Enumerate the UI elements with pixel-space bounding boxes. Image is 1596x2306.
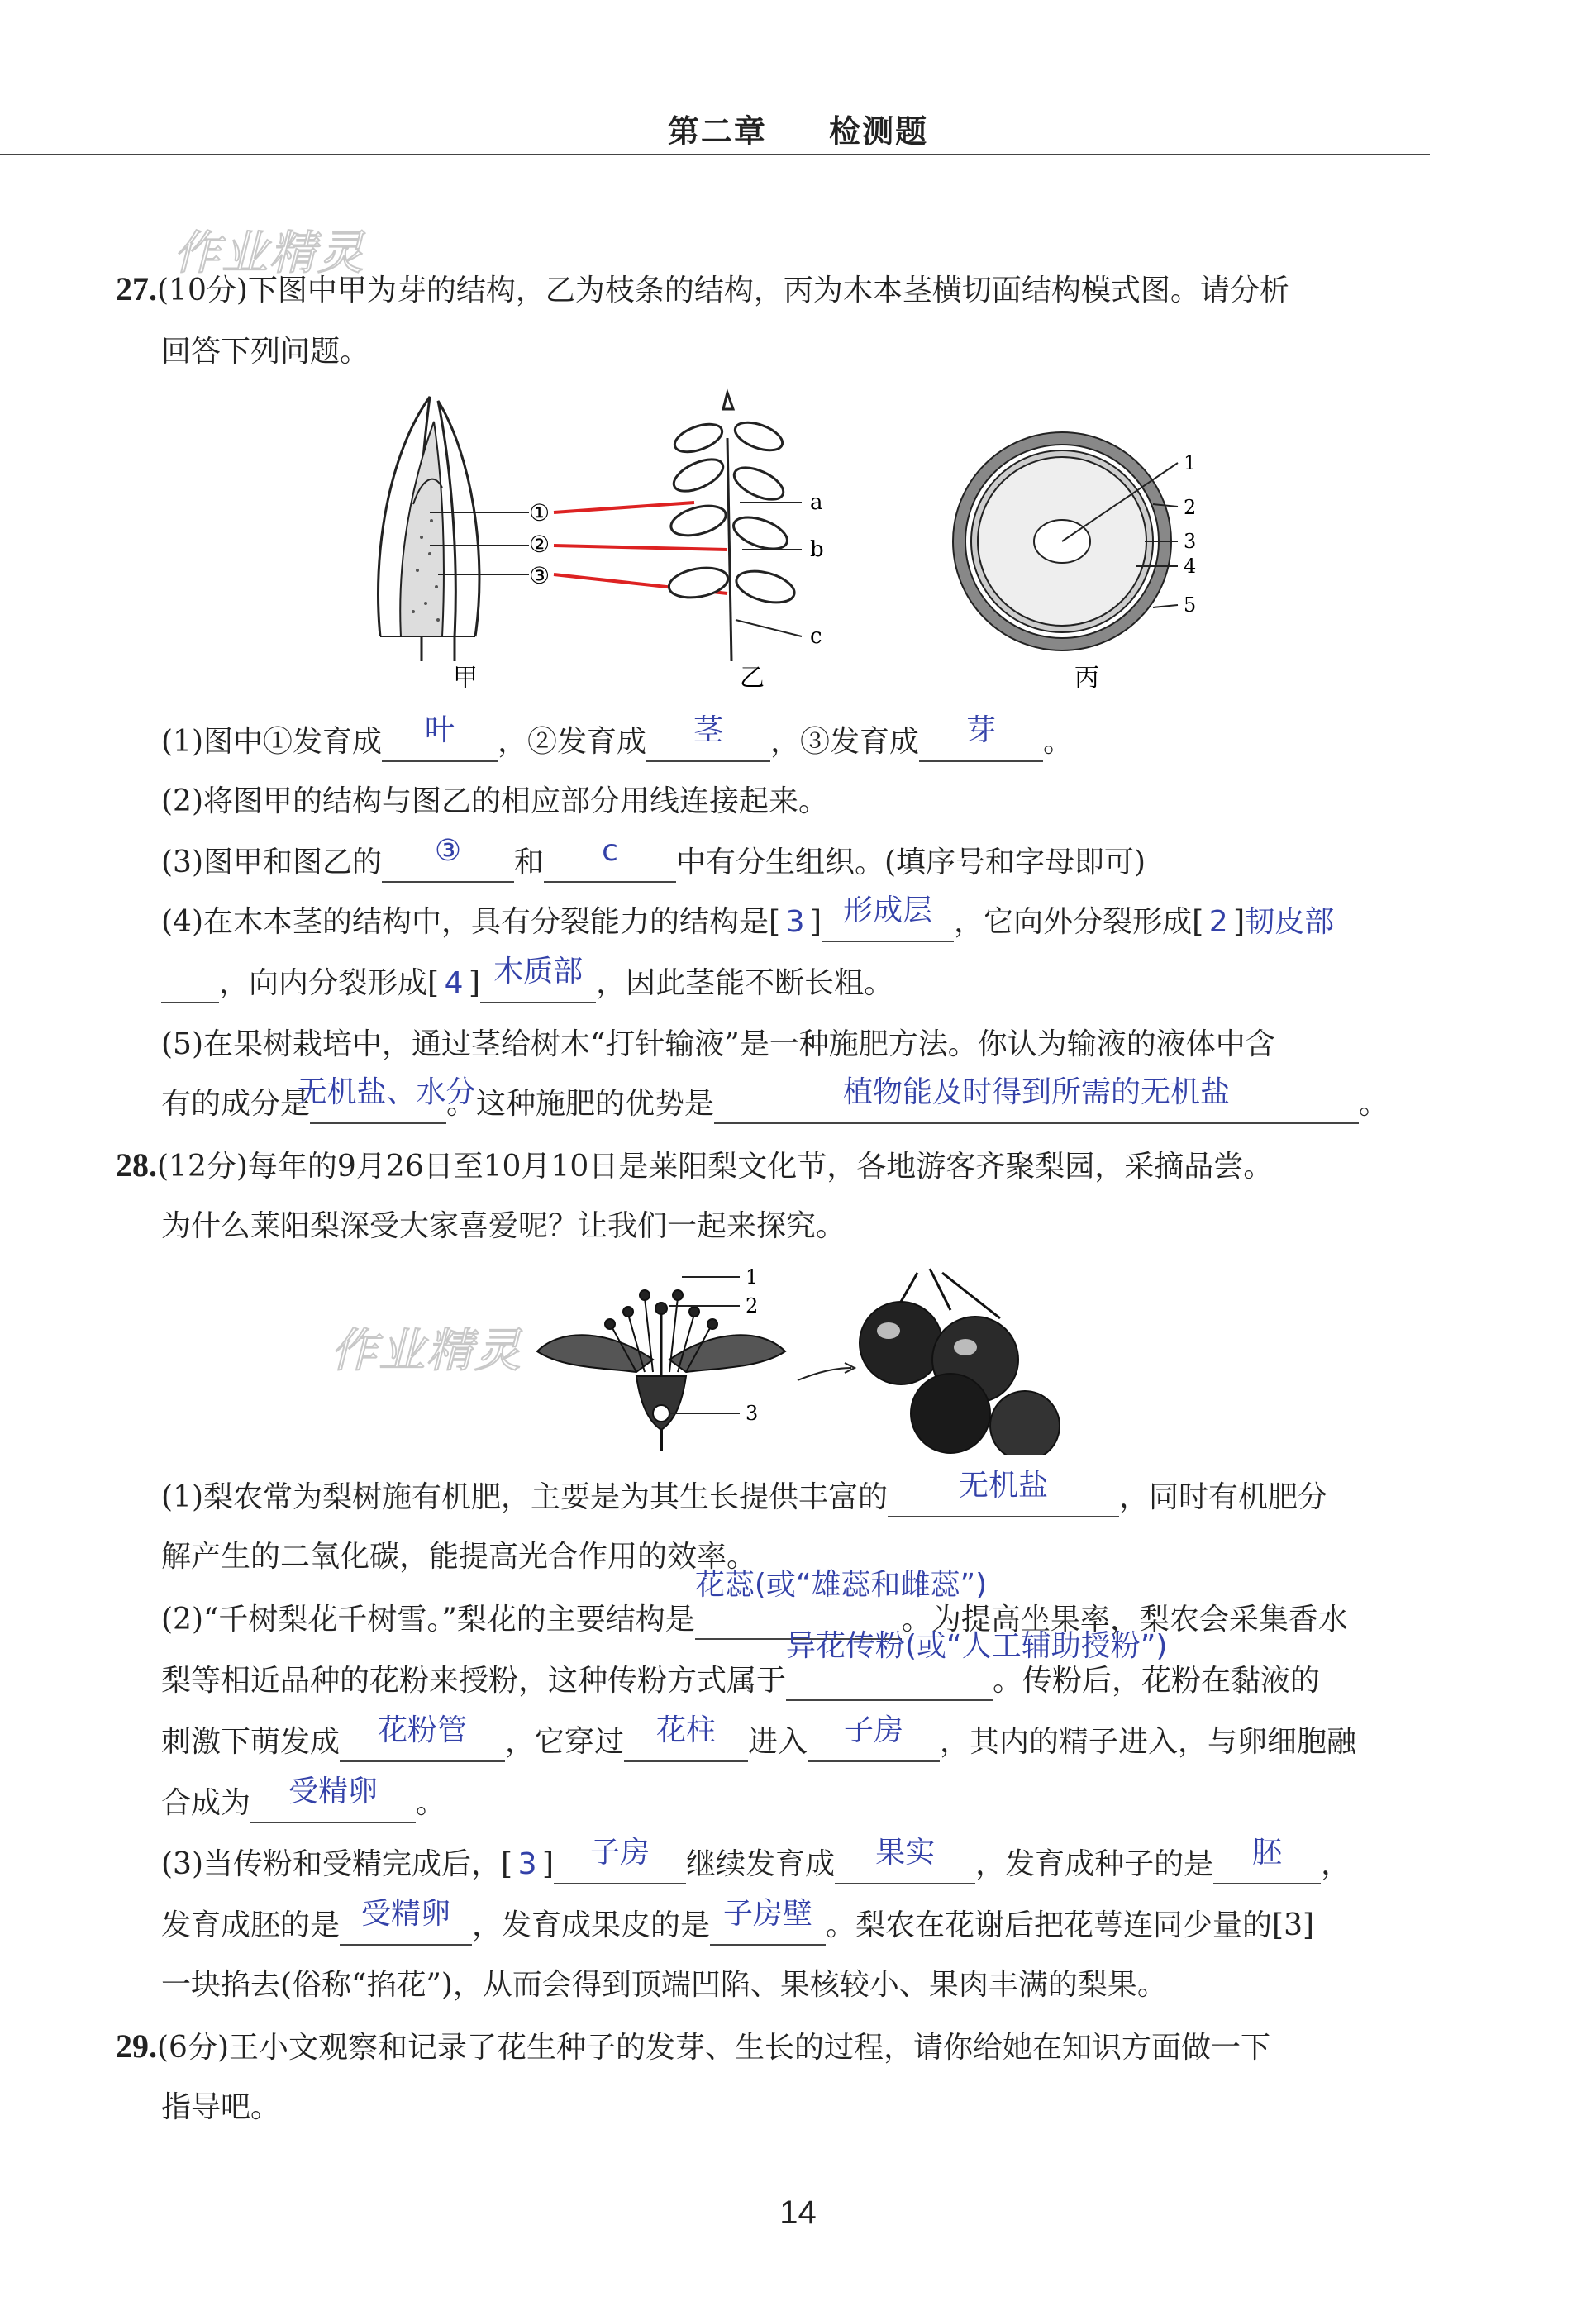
q28-p3-text: 发育成胚的是 bbox=[161, 1908, 341, 1942]
answer-blank bbox=[480, 955, 596, 1003]
q28-p3-text: ] bbox=[542, 1847, 555, 1881]
q28-intro-2: 为什么莱阳梨深受大家喜爱呢？让我们一起来探究。 bbox=[161, 1209, 846, 1243]
q27-p4-text: ] bbox=[1233, 905, 1246, 939]
q28-p2-text: 刺激下萌发成 bbox=[161, 1725, 341, 1759]
label-a: a bbox=[810, 490, 823, 515]
q29-intro-2: 指导吧。 bbox=[161, 2090, 281, 2124]
answer-blank bbox=[340, 1897, 472, 1946]
answer-blank bbox=[250, 1775, 416, 1823]
q28-p2-text: 进入 bbox=[748, 1725, 808, 1759]
label-1: 1 bbox=[1184, 451, 1197, 474]
answer-blank bbox=[382, 834, 514, 883]
q27-p3-text: (3)图甲和图乙的 bbox=[161, 846, 382, 879]
answer-text: 胚 bbox=[1252, 1836, 1283, 1870]
answer-text: 韧皮部 bbox=[1245, 905, 1335, 939]
q28-part2-line2 bbox=[161, 1629, 1321, 1701]
label-5: 5 bbox=[1184, 593, 1197, 617]
answer-blank bbox=[161, 962, 219, 1003]
q27-part3 bbox=[161, 834, 1146, 883]
answer-text: 4 bbox=[444, 966, 464, 1000]
answer-blank bbox=[554, 1836, 686, 1884]
flower-label-2: 2 bbox=[746, 1294, 759, 1317]
watermark: 作业精灵 bbox=[174, 226, 365, 280]
page-number: 14 bbox=[779, 2194, 817, 2231]
answer-text: ③ bbox=[434, 834, 462, 868]
q28-p3-text: ，发育成果皮的是 bbox=[472, 1908, 711, 1942]
q29-intro-text: (6分)王小文观察和记录了花生种子的发芽、生长的过程，请你给她在知识方面做一下 bbox=[157, 2031, 1270, 2065]
answer-text: 受精卵 bbox=[361, 1897, 451, 1931]
arrow-icon bbox=[798, 1368, 851, 1380]
q28-p2-text: (2)“千树梨花千树雪。”梨花的主要结构是 bbox=[161, 1603, 695, 1637]
q27-part5: (5)在果树栽培中，通过茎给树木“打针输液”是一种施肥方法。你认为输液的液体中含 bbox=[161, 1027, 1275, 1061]
answer-blank bbox=[714, 1075, 1359, 1124]
page-header bbox=[0, 106, 1596, 151]
q28-part1 bbox=[161, 1469, 1328, 1517]
q28-p2-text: 。为提高坐果率，梨农会采集香水 bbox=[901, 1603, 1348, 1637]
q28-p3-text: ，发育成种子的是 bbox=[975, 1847, 1214, 1881]
answer-blank bbox=[710, 1897, 826, 1946]
label-circle-2: ② bbox=[529, 531, 550, 558]
q28-part2-line3 bbox=[161, 1713, 1357, 1762]
label-circle-1: ① bbox=[529, 499, 550, 526]
answer-text: 无机盐、水分 bbox=[297, 1075, 476, 1109]
q28-p2-text: 。传粉后，花粉在黏液的 bbox=[993, 1664, 1321, 1698]
label-c: c bbox=[810, 624, 822, 649]
q28-p2-text: 合成为 bbox=[161, 1786, 251, 1820]
q28-intro-text: (12分)每年的9月26日至10月10日是莱阳梨文化节，各地游客齐聚梨园，采摘品尝。 bbox=[157, 1150, 1274, 1184]
q27-p4-text: ，它向外分裂形成[ bbox=[954, 905, 1204, 939]
q27-p1-text: (1)图中①发育成 bbox=[161, 725, 382, 759]
leader-line bbox=[736, 620, 802, 636]
q28-part3-line2 bbox=[161, 1897, 1315, 1946]
answer-text: 叶 bbox=[424, 713, 455, 747]
pear-fruit-diagram bbox=[860, 1269, 1060, 1455]
answer-blank bbox=[888, 1469, 1119, 1517]
q28-p2-text: ，其内的精子进入，与卵细胞融 bbox=[940, 1725, 1357, 1759]
q27-intro bbox=[116, 269, 1289, 311]
q27-p4-text: ，因此茎能不断长粗。 bbox=[596, 966, 894, 1000]
answer-text: 3 bbox=[517, 1847, 537, 1881]
twig-diagram bbox=[667, 393, 798, 661]
label-3: 3 bbox=[1184, 530, 1197, 553]
answer-text: 花柱 bbox=[656, 1713, 717, 1747]
flower-label-1: 1 bbox=[746, 1265, 759, 1289]
answer-text: c bbox=[602, 834, 618, 868]
q28-p3-text: 继续发育成 bbox=[686, 1847, 836, 1881]
q27-p1-text: ，②发育成 bbox=[498, 725, 647, 759]
bud-diagram bbox=[379, 397, 479, 661]
q28-p1-text: ，同时有机肥分 bbox=[1119, 1480, 1328, 1514]
answer-text: 子房 bbox=[844, 1713, 904, 1747]
q27-p1-text: 。 bbox=[1043, 725, 1074, 759]
answer-blank bbox=[544, 834, 676, 883]
stem-cross-section bbox=[953, 432, 1178, 650]
q27-p3-text: 和 bbox=[514, 846, 545, 879]
q27-part2: (2)将图甲的结构与图乙的相应部分用线连接起来。 bbox=[161, 784, 828, 818]
q28-part2-line4 bbox=[161, 1775, 446, 1823]
q28-p3-text: (3)当传粉和受精完成后，[ bbox=[161, 1847, 513, 1881]
answer-blank bbox=[1213, 1836, 1321, 1884]
q28-figure bbox=[512, 1252, 1091, 1455]
flower-label-3: 3 bbox=[746, 1402, 759, 1425]
label-4: 4 bbox=[1184, 555, 1197, 578]
caption-yi: 乙 bbox=[740, 664, 765, 693]
q28-p2-text: 。 bbox=[416, 1786, 446, 1820]
q28-p2-text: 梨等相近品种的花粉来授粉，这种传粉方式属于 bbox=[161, 1664, 787, 1698]
q28-intro bbox=[116, 1146, 1273, 1187]
answer-text: 木质部 bbox=[493, 955, 584, 989]
answer-connector bbox=[554, 546, 727, 550]
watermark: 作业精灵 bbox=[331, 1324, 522, 1378]
label-2: 2 bbox=[1184, 496, 1197, 519]
answer-text: 形成层 bbox=[843, 893, 933, 927]
answer-blank bbox=[808, 1713, 940, 1762]
q28-p3-text: 。梨农在花谢后把花萼连同少量的[3] bbox=[826, 1908, 1315, 1942]
answer-text: 无机盐 bbox=[958, 1469, 1048, 1503]
answer-text: 子房 bbox=[590, 1836, 650, 1870]
answer-text: 植物能及时得到所需的无机盐 bbox=[843, 1075, 1231, 1109]
q27-intro-text: (10分)下图中甲为芽的结构，乙为枝条的结构，丙为木本茎横切面结构模式图。请分析 bbox=[157, 274, 1289, 307]
chapter-label: 第二章 bbox=[667, 113, 767, 150]
answer-blank bbox=[919, 713, 1043, 762]
answer-text: 芽 bbox=[966, 713, 997, 747]
q27-p4-text: ，向内分裂形成[ bbox=[219, 966, 440, 1000]
answer-text: 2 bbox=[1208, 905, 1228, 939]
answer-text: 果实 bbox=[875, 1836, 936, 1870]
label-b: b bbox=[810, 537, 824, 562]
answer-text: 受精卵 bbox=[288, 1775, 379, 1808]
q27-part5-line2 bbox=[161, 1075, 1389, 1124]
answer-text: 花蕊(或“雄蕊和雌蕊”) bbox=[694, 1568, 988, 1602]
answer-text: 茎 bbox=[693, 713, 724, 747]
answer-blank bbox=[624, 1713, 748, 1762]
page-title: 检测题 bbox=[829, 113, 929, 150]
q28-p1-text: (1)梨农常为梨树施有机肥，主要是为其生长提供丰富的 bbox=[161, 1480, 888, 1514]
q27-p4-text: (4)在木本茎的结构中，具有分裂能力的结构是[ bbox=[161, 905, 781, 939]
label-circle-3: ③ bbox=[529, 562, 550, 589]
q27-p5-text: 有的成分是 bbox=[161, 1087, 311, 1121]
q28-p2-text: ，它穿过 bbox=[505, 1725, 625, 1759]
q27-intro-2: 回答下列问题。 bbox=[161, 335, 370, 369]
answer-blank bbox=[382, 713, 498, 762]
q28-p3-text: ， bbox=[1321, 1847, 1351, 1881]
answer-text: 3 bbox=[785, 905, 805, 939]
answer-blank bbox=[822, 893, 954, 942]
caption-bing: 丙 bbox=[1074, 664, 1099, 693]
answer-text: 花粉管 bbox=[378, 1713, 468, 1747]
q27-part1 bbox=[161, 713, 1074, 762]
answer-blank bbox=[297, 1075, 476, 1124]
q29-number: 29. bbox=[116, 2027, 157, 2065]
q29-intro bbox=[116, 2027, 1270, 2068]
q27-p1-text: ，③发育成 bbox=[770, 725, 920, 759]
q27-number: 27. bbox=[116, 270, 157, 307]
q27-p5-text: 。这种施肥的优势是 bbox=[446, 1087, 715, 1121]
answer-text: 异花传粉(或“人工辅助授粉”) bbox=[786, 1629, 1168, 1663]
answer-connector bbox=[554, 503, 694, 512]
caption-jia: 甲 bbox=[453, 664, 478, 693]
q28-part3 bbox=[161, 1836, 1351, 1884]
header-rule bbox=[0, 154, 1430, 155]
q27-p3-text: 中有分生组织。(填序号和字母即可) bbox=[676, 846, 1146, 879]
q27-part4 bbox=[161, 893, 1335, 942]
q28-part3-line3: 一块掐去(俗称“掐花”)，从而会得到顶端凹陷、果核较小、果肉丰满的梨果。 bbox=[161, 1968, 1167, 2002]
answer-text: 子房壁 bbox=[723, 1897, 813, 1931]
q27-figure bbox=[364, 388, 1240, 694]
answer-blank bbox=[340, 1713, 505, 1762]
q28-part1-line2: 解产生的二氧化碳，能提高光合作用的效率。 bbox=[161, 1540, 757, 1574]
q27-p4-text: ] bbox=[810, 905, 822, 939]
q27-part4-line2 bbox=[161, 955, 894, 1003]
answer-blank bbox=[835, 1836, 975, 1884]
q27-p4-text: ] bbox=[469, 966, 481, 1000]
q28-number: 28. bbox=[116, 1146, 157, 1184]
answer-blank bbox=[646, 713, 770, 762]
q27-p5-text: 。 bbox=[1359, 1087, 1389, 1121]
